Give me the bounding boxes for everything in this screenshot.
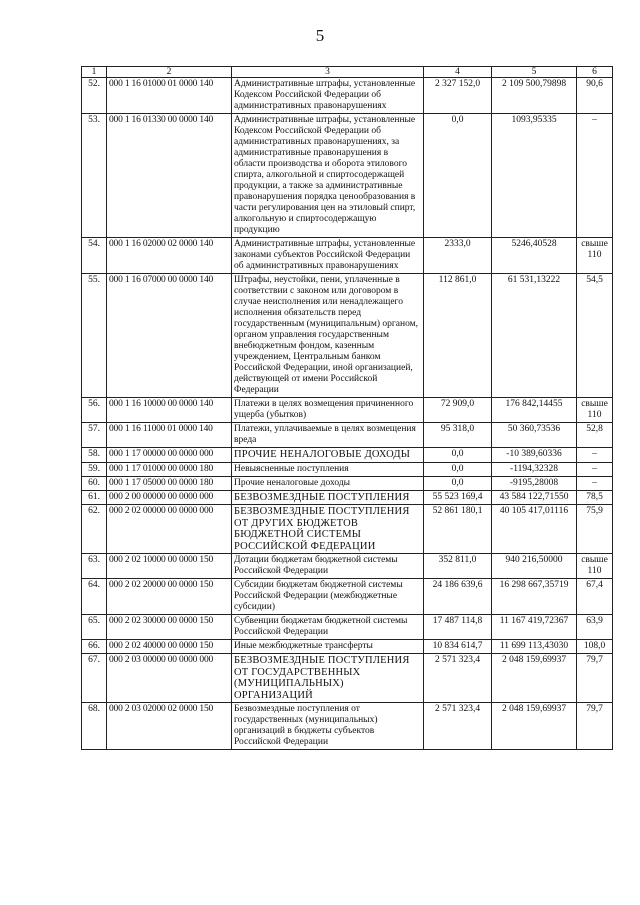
row-number: 63. <box>82 554 107 579</box>
planned-amount: 52 861 180,1 <box>424 505 492 554</box>
execution-percent: 52,8 <box>577 423 613 448</box>
table-row <box>82 114 613 238</box>
revenue-name: Административные штрафы, установленные Кодексом Российской Федерации об административных правонарушениях <box>232 78 424 114</box>
execution-percent: свыше 110 <box>577 398 613 423</box>
execution-percent: – <box>577 476 613 490</box>
table-row <box>82 423 613 448</box>
table-body <box>82 78 613 750</box>
execution-percent: свыше 110 <box>577 238 613 274</box>
row-number: 60. <box>82 476 107 490</box>
actual-amount: 61 531,13222 <box>492 274 577 398</box>
row-number: 65. <box>82 615 107 640</box>
planned-amount: 10 834 614,7 <box>424 640 492 654</box>
row-number: 68. <box>82 703 107 750</box>
header-cell: 2 <box>107 67 232 78</box>
planned-amount: 2333,0 <box>424 238 492 274</box>
row-number: 58. <box>82 448 107 463</box>
table-row <box>82 448 613 463</box>
planned-amount: 2 571 323,4 <box>424 703 492 750</box>
revenue-name: БЕЗВОЗМЕЗДНЫЕ ПОСТУПЛЕНИЯ ОТ ДРУГИХ БЮДЖЕТОВ БЮДЖЕТНОЙ СИСТЕМЫ РОССИЙСКОЙ ФЕДЕРАЦИИ <box>232 505 424 554</box>
table-row <box>82 640 613 654</box>
table-row <box>82 615 613 640</box>
planned-amount: 17 487 114,8 <box>424 615 492 640</box>
row-number: 53. <box>82 114 107 238</box>
row-number: 61. <box>82 490 107 505</box>
execution-percent: 67,4 <box>577 579 613 615</box>
planned-amount: 0,0 <box>424 476 492 490</box>
revenue-name: Штрафы, неустойки, пени, уплаченные в соответствии с законом или договором в случае неисполнения или ненадлежащего исполнения обязательств перед государственным (муниципальным) органом, органом управления государственным внебюджетным фондом, казенным учреждением, Центральным банком Российской Федерации, иной организацией, действующей от имени Российской Федерации <box>232 274 424 398</box>
table-row <box>82 274 613 398</box>
row-number: 54. <box>82 238 107 274</box>
actual-amount: 43 584 122,71550 <box>492 490 577 505</box>
actual-amount: 176 842,14455 <box>492 398 577 423</box>
table-row <box>82 554 613 579</box>
table-row <box>82 579 613 615</box>
budget-code: 000 2 02 10000 00 0000 150 <box>107 554 232 579</box>
execution-percent: – <box>577 448 613 463</box>
budget-code: 000 1 17 01000 00 0000 180 <box>107 462 232 476</box>
header-cell: 3 <box>232 67 424 78</box>
execution-percent: 63,9 <box>577 615 613 640</box>
table-row <box>82 476 613 490</box>
row-number: 64. <box>82 579 107 615</box>
execution-percent: свыше 110 <box>577 554 613 579</box>
budget-code: 000 1 16 02000 02 0000 140 <box>107 238 232 274</box>
actual-amount: 11 699 113,43030 <box>492 640 577 654</box>
planned-amount: 2 571 323,4 <box>424 654 492 703</box>
revenue-name: Субсидии бюджетам бюджетной системы Российской Федерации (межбюджетные субсидии) <box>232 579 424 615</box>
budget-code: 000 2 03 02000 02 0000 150 <box>107 703 232 750</box>
revenue-name: Иные межбюджетные трансферты <box>232 640 424 654</box>
row-number: 57. <box>82 423 107 448</box>
row-number: 55. <box>82 274 107 398</box>
budget-code: 000 1 17 00000 00 0000 000 <box>107 448 232 463</box>
row-number: 56. <box>82 398 107 423</box>
planned-amount: 0,0 <box>424 114 492 238</box>
budget-code: 000 2 03 00000 00 0000 000 <box>107 654 232 703</box>
table-row <box>82 654 613 703</box>
budget-code: 000 1 16 01000 01 0000 140 <box>107 78 232 114</box>
page-number: 5 <box>315 26 325 45</box>
execution-percent: 75,9 <box>577 505 613 554</box>
actual-amount: 2 109 500,79898 <box>492 78 577 114</box>
table-row <box>82 462 613 476</box>
budget-code: 000 1 16 10000 00 0000 140 <box>107 398 232 423</box>
budget-code: 000 1 16 01330 00 0000 140 <box>107 114 232 238</box>
actual-amount: 40 105 417,01116 <box>492 505 577 554</box>
header-cell: 4 <box>424 67 492 78</box>
revenue-name: Административные штрафы, установленные законами субъектов Российской Федерации об административных правонарушениях <box>232 238 424 274</box>
execution-percent: 79,7 <box>577 703 613 750</box>
table-row <box>82 398 613 423</box>
revenue-name: Административные штрафы, установленные Кодексом Российской Федерации об административных правонарушениях, за административные правонарушения в области производства и оборота этилового спирта, алкогольной и спиртосодержащей продукции, а также за административные правонарушения порядка ценообразования в части регулирования цен на этиловый спирт, алкогольную и спиртосодержащую продукцию <box>232 114 424 238</box>
revenue-name: ПРОЧИЕ НЕНАЛОГОВЫЕ ДОХОДЫ <box>232 448 424 463</box>
planned-amount: 0,0 <box>424 462 492 476</box>
table-row <box>82 505 613 554</box>
execution-percent: – <box>577 114 613 238</box>
budget-code: 000 2 02 40000 00 0000 150 <box>107 640 232 654</box>
planned-amount: 112 861,0 <box>424 274 492 398</box>
revenue-name: Субвенции бюджетам бюджетной системы Российской Федерации <box>232 615 424 640</box>
actual-amount: 16 298 667,35719 <box>492 579 577 615</box>
actual-amount: 2 048 159,69937 <box>492 703 577 750</box>
revenue-name: Невыясненные поступления <box>232 462 424 476</box>
execution-percent: 78,5 <box>577 490 613 505</box>
planned-amount: 352 811,0 <box>424 554 492 579</box>
execution-percent: – <box>577 462 613 476</box>
planned-amount: 55 523 169,4 <box>424 490 492 505</box>
table-row <box>82 78 613 114</box>
planned-amount: 2 327 152,0 <box>424 78 492 114</box>
actual-amount: -9195,28008 <box>492 476 577 490</box>
actual-amount: 5246,40528 <box>492 238 577 274</box>
planned-amount: 95 318,0 <box>424 423 492 448</box>
row-number: 66. <box>82 640 107 654</box>
row-number: 59. <box>82 462 107 476</box>
execution-percent: 90,6 <box>577 78 613 114</box>
revenue-name: Платежи в целях возмещения причиненного ущерба (убытков) <box>232 398 424 423</box>
budget-code: 000 1 17 05000 00 0000 180 <box>107 476 232 490</box>
execution-percent: 54,5 <box>577 274 613 398</box>
actual-amount: 1093,95335 <box>492 114 577 238</box>
revenue-name: БЕЗВОЗМЕЗДНЫЕ ПОСТУПЛЕНИЯ <box>232 490 424 505</box>
budget-code: 000 2 02 30000 00 0000 150 <box>107 615 232 640</box>
actual-amount: -10 389,60336 <box>492 448 577 463</box>
execution-percent: 108,0 <box>577 640 613 654</box>
budget-code: 000 1 16 07000 00 0000 140 <box>107 274 232 398</box>
header-cell: 6 <box>577 67 613 78</box>
budget-code: 000 1 16 11000 01 0000 140 <box>107 423 232 448</box>
header-cell: 5 <box>492 67 577 78</box>
planned-amount: 24 186 639,6 <box>424 579 492 615</box>
budget-code: 000 2 02 00000 00 0000 000 <box>107 505 232 554</box>
planned-amount: 0,0 <box>424 448 492 463</box>
revenue-name: Платежи, уплачиваемые в целях возмещения вреда <box>232 423 424 448</box>
row-number: 52. <box>82 78 107 114</box>
row-number: 67. <box>82 654 107 703</box>
row-number: 62. <box>82 505 107 554</box>
actual-amount: 940 216,50000 <box>492 554 577 579</box>
revenue-name: БЕЗВОЗМЕЗДНЫЕ ПОСТУПЛЕНИЯ ОТ ГОСУДАРСТВЕННЫХ (МУНИЦИПАЛЬНЫХ) ОРГАНИЗАЦИЙ <box>232 654 424 703</box>
header-cell: 1 <box>82 67 107 78</box>
table-row <box>82 490 613 505</box>
actual-amount: 11 167 419,72367 <box>492 615 577 640</box>
table-row <box>82 703 613 750</box>
header-row <box>82 67 613 78</box>
revenue-name: Безвозмездные поступления от государственных (муниципальных) организаций в бюджеты субъектов Российской Федерации <box>232 703 424 750</box>
actual-amount: 50 360,73536 <box>492 423 577 448</box>
budget-table <box>81 66 613 750</box>
budget-code: 000 2 02 20000 00 0000 150 <box>107 579 232 615</box>
revenue-name: Дотации бюджетам бюджетной системы Российской Федерации <box>232 554 424 579</box>
table-row <box>82 238 613 274</box>
planned-amount: 72 909,0 <box>424 398 492 423</box>
actual-amount: -1194,32328 <box>492 462 577 476</box>
budget-code: 000 2 00 00000 00 0000 000 <box>107 490 232 505</box>
execution-percent: 79,7 <box>577 654 613 703</box>
revenue-name: Прочие неналоговые доходы <box>232 476 424 490</box>
actual-amount: 2 048 159,69937 <box>492 654 577 703</box>
